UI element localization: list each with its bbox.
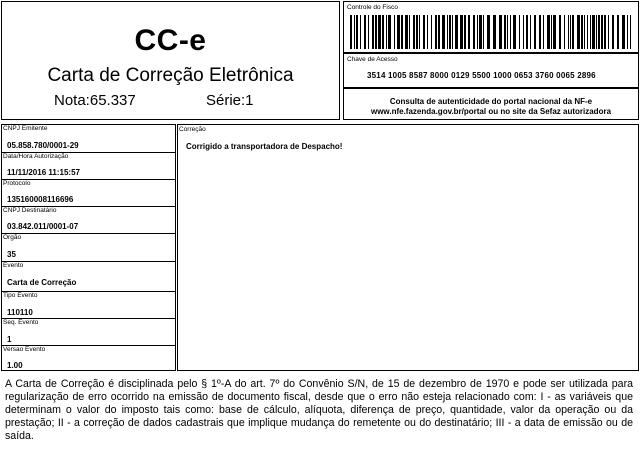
chave-acesso-box <box>343 53 639 88</box>
barcode-bar <box>596 15 597 49</box>
correcao-box <box>177 124 639 371</box>
field-label: Orgão <box>3 234 22 241</box>
field-protocolo <box>2 180 175 207</box>
nota-number: Nota:65.337 <box>54 92 136 109</box>
barcode-bar <box>590 15 591 49</box>
barcode-bar <box>364 15 366 49</box>
field-value: 35 <box>7 250 16 259</box>
barcode-bar <box>464 15 466 49</box>
document-code: CC-e <box>134 24 207 57</box>
barcode-bar <box>510 15 511 49</box>
barcode-bar <box>452 15 453 49</box>
legal-notice: A Carta de Correção é disciplinada pelo § 1º-A do art. 7º do Convênio S/N, de 15 de dezembro de 1970 e pode ser utilizada para regularização de erro ocorrido na emissão de documento fiscal, desde que o erro não esteja relacionado com: I - as variáveis que determinam o valor do imposto tais como: base de cálculo, alíquota, diferença de preço, quantidade, valor da operação ou da prestação; II - a correção de dados cadastrais que implique mudança do remetente ou do destinatário; III - a data de emissão ou de saída. <box>5 378 633 442</box>
barcode-bar <box>601 15 603 49</box>
barcode-bar <box>416 15 418 49</box>
barcode-bar <box>564 15 565 49</box>
barcode-bar <box>477 15 478 49</box>
barcode-bar <box>388 15 391 49</box>
barcode-bar <box>442 15 445 49</box>
barcode-bar <box>547 15 550 49</box>
field-value: 11/11/2016 11:15:57 <box>7 168 80 177</box>
serie-number: Série:1 <box>206 92 254 109</box>
barcode-bar <box>504 15 506 49</box>
field-label: Protocolo <box>3 180 31 187</box>
barcode-bar <box>447 15 448 49</box>
field-cnpj-emitente <box>2 125 175 153</box>
barcode-bar <box>523 15 524 49</box>
barcode-bar <box>530 15 531 49</box>
barcode-bar <box>378 15 381 49</box>
document-title: Carta de Correção Eletrônica <box>47 65 294 86</box>
barcode-bar <box>356 15 358 49</box>
chave-acesso-value: 3514 1005 8587 8000 0129 5500 1000 0653 3760 0065 2896 <box>367 71 596 80</box>
barcode-bar <box>598 15 600 49</box>
correcao-label: Correção <box>179 126 206 133</box>
barcode-bar <box>630 15 631 49</box>
field-cnpj-destinatario <box>2 207 175 234</box>
barcode-bar <box>577 15 580 49</box>
field-value: 110110 <box>7 308 33 317</box>
field-label: CNPJ Destinatário <box>3 207 57 214</box>
barcode-bar <box>473 15 475 49</box>
barcode-bar <box>539 15 541 49</box>
barcode-bar <box>608 15 609 49</box>
barcode-bar <box>568 15 569 49</box>
barcode-bar <box>405 15 408 49</box>
barcode-bar <box>413 15 415 49</box>
barcode-bar <box>350 15 352 49</box>
barcode-bar <box>368 15 369 49</box>
field-label: Versao Evento <box>3 346 46 353</box>
barcode-bar <box>409 15 410 49</box>
barcode-bar <box>627 15 628 49</box>
barcode-bar <box>612 15 614 49</box>
barcode-bar <box>401 15 403 49</box>
barcode-bar <box>479 15 482 49</box>
barcode-bar <box>419 15 420 49</box>
field-orgao <box>2 234 175 262</box>
barcode-bar <box>487 15 490 49</box>
field-label: Tipo Evento <box>3 292 38 299</box>
field-value: 1.00 <box>7 361 23 370</box>
barcode-bar <box>468 15 470 49</box>
barcode-bar <box>584 15 585 49</box>
field-value: 03.842.011/0001-07 <box>7 222 79 231</box>
document-header <box>1 1 340 120</box>
barcode-bar <box>423 15 425 49</box>
barcode-bar <box>617 15 619 49</box>
chave-acesso-label: Chave de Acesso <box>347 56 398 63</box>
barcode-bar <box>553 15 556 49</box>
barcode-bar <box>455 15 458 49</box>
barcode-bar <box>499 15 502 49</box>
correcao-text: Corrigido a transportadora de Despacho! <box>186 142 343 151</box>
barcode-bar <box>435 15 437 49</box>
barcode-bar <box>493 15 496 49</box>
barcode-bar <box>394 15 395 49</box>
barcode-bar <box>360 15 361 49</box>
field-label: CNPJ Emitente <box>3 125 48 132</box>
field-seq-evento <box>2 319 175 346</box>
barcode-bar <box>438 15 440 49</box>
barcode-bar <box>519 15 520 49</box>
event-fields <box>1 124 176 371</box>
barcode-bar <box>559 15 561 49</box>
barcode-bar <box>375 15 377 49</box>
field-evento <box>2 262 175 292</box>
barcode-bar <box>587 15 588 49</box>
controle-fisco-label: Controle do Fisco <box>347 4 398 11</box>
barcode-bar <box>526 15 528 49</box>
field-value: 05.858.780/0001-29 <box>7 141 79 150</box>
field-label: Evento <box>3 262 24 269</box>
field-label: Seq. Evento <box>3 319 39 326</box>
barcode-bar <box>460 15 463 49</box>
barcode-bar <box>581 15 583 49</box>
barcode <box>350 15 632 49</box>
barcode-bar <box>543 15 544 49</box>
field-data-hora <box>2 153 175 180</box>
controle-fisco-box <box>343 1 639 53</box>
barcode-bar <box>604 15 606 49</box>
barcode-bar <box>570 15 571 49</box>
barcode-bar <box>572 15 574 49</box>
consulta-line-2: www.nfe.fazenda.gov.br/portal ou no site da Sefaz autorizadora <box>370 107 612 116</box>
field-value: 1 <box>7 335 12 344</box>
barcode-bar <box>551 15 552 49</box>
barcode-bar <box>622 15 625 49</box>
barcode-bar <box>513 15 516 49</box>
field-tipo-evento <box>2 292 175 319</box>
barcode-bar <box>397 15 400 49</box>
consulta-line-1: Consulta de autenticidade do portal nacional da NF-e <box>389 97 593 106</box>
barcode-bar <box>507 15 508 49</box>
barcode-bar <box>449 15 451 49</box>
field-label: Data/Hora Autorização <box>3 153 69 160</box>
barcode-bar <box>483 15 484 49</box>
field-value: 135160008116696 <box>7 195 74 204</box>
barcode-bar <box>382 15 384 49</box>
barcode-bar <box>534 15 536 49</box>
field-versao-evento <box>2 346 175 372</box>
barcode-bar <box>386 15 387 49</box>
field-value: Carta de Correção <box>7 278 77 287</box>
consulta-box <box>343 88 639 120</box>
barcode-bar <box>431 15 432 49</box>
barcode-bar <box>372 15 374 49</box>
barcode-bar <box>592 15 595 49</box>
barcode-bar <box>427 15 428 49</box>
barcode-bar <box>354 15 355 49</box>
